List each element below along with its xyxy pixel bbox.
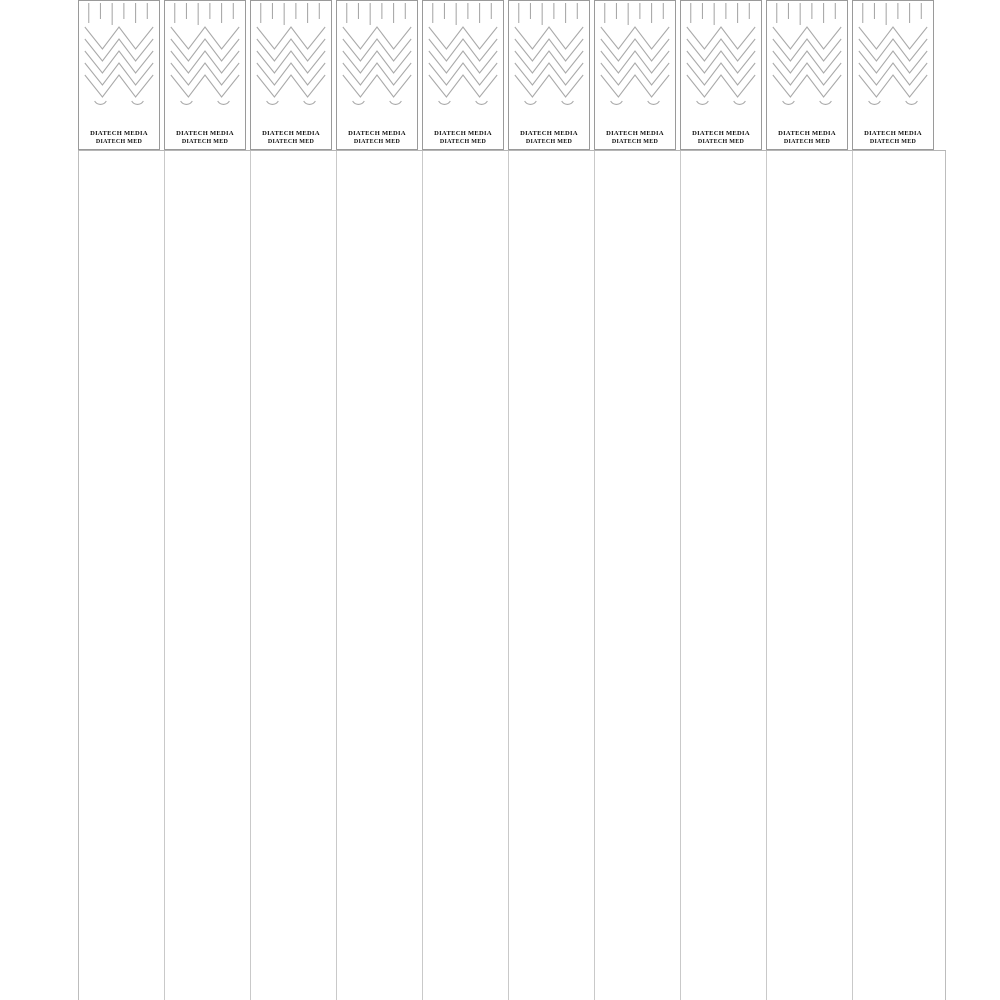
chevron-zigzag-pattern-icon (79, 1, 159, 121)
label-card (680, 0, 762, 150)
cut-guide-line (164, 150, 165, 1000)
label-card (594, 0, 676, 150)
cut-guide-line (422, 150, 423, 1000)
brand-line-secondary: DIATECH MED (783, 138, 831, 145)
chevron-zigzag-pattern-icon (251, 1, 331, 121)
label-card (164, 0, 246, 150)
label-card (508, 0, 590, 150)
card-brand-text (79, 131, 159, 145)
card-brand-text (853, 131, 933, 145)
brand-line-primary: DIATECH MEDIA (262, 129, 320, 137)
card-brand-text (251, 131, 331, 145)
cut-guide-line (250, 150, 251, 1000)
chevron-zigzag-pattern-icon (509, 1, 589, 121)
label-card (766, 0, 848, 150)
card-brand-text (767, 131, 847, 145)
card-brand-text (509, 131, 589, 145)
brand-line-secondary: DIATECH MED (697, 138, 745, 145)
chevron-zigzag-pattern-icon (165, 1, 245, 121)
brand-line-primary: DIATECH MEDIA (348, 129, 406, 137)
chevron-zigzag-pattern-icon (423, 1, 503, 121)
brand-line-primary: DIATECH MEDIA (864, 129, 922, 137)
card-brand-text (595, 131, 675, 145)
chevron-zigzag-pattern-icon (767, 1, 847, 121)
brand-line-primary: DIATECH MEDIA (176, 129, 234, 137)
brand-line-secondary: DIATECH MED (869, 138, 917, 145)
chevron-zigzag-pattern-icon (853, 1, 933, 121)
card-brand-text (165, 131, 245, 145)
brand-line-secondary: DIATECH MED (439, 138, 487, 145)
cut-guide-line (766, 150, 767, 1000)
chevron-zigzag-pattern-icon (681, 1, 761, 121)
label-card (250, 0, 332, 150)
card-brand-text (681, 131, 761, 145)
label-card (336, 0, 418, 150)
brand-line-secondary: DIATECH MED (267, 138, 315, 145)
brand-line-primary: DIATECH MEDIA (692, 129, 750, 137)
cut-guide-line (594, 150, 595, 1000)
card-brand-text (423, 131, 503, 145)
brand-line-secondary: DIATECH MED (611, 138, 659, 145)
label-card (422, 0, 504, 150)
brand-line-secondary: DIATECH MED (181, 138, 229, 145)
cut-guide-line (945, 150, 946, 1000)
cut-guide-line (78, 150, 79, 1000)
brand-line-primary: DIATECH MEDIA (90, 129, 148, 137)
brand-line-primary: DIATECH MEDIA (778, 129, 836, 137)
cut-guide-line (508, 150, 509, 1000)
card-brand-text (337, 131, 417, 145)
brand-line-primary: DIATECH MEDIA (606, 129, 664, 137)
label-card (852, 0, 934, 150)
brand-line-secondary: DIATECH MED (525, 138, 573, 145)
brand-line-primary: DIATECH MEDIA (520, 129, 578, 137)
label-card (78, 0, 160, 150)
cut-guide-line (680, 150, 681, 1000)
chevron-zigzag-pattern-icon (337, 1, 417, 121)
cut-guide-line (336, 150, 337, 1000)
chevron-zigzag-pattern-icon (595, 1, 675, 121)
label-strip (78, 0, 946, 152)
cut-guide-line (852, 150, 853, 1000)
brand-line-secondary: DIATECH MED (353, 138, 401, 145)
brand-line-primary: DIATECH MEDIA (434, 129, 492, 137)
brand-line-secondary: DIATECH MED (95, 138, 143, 145)
